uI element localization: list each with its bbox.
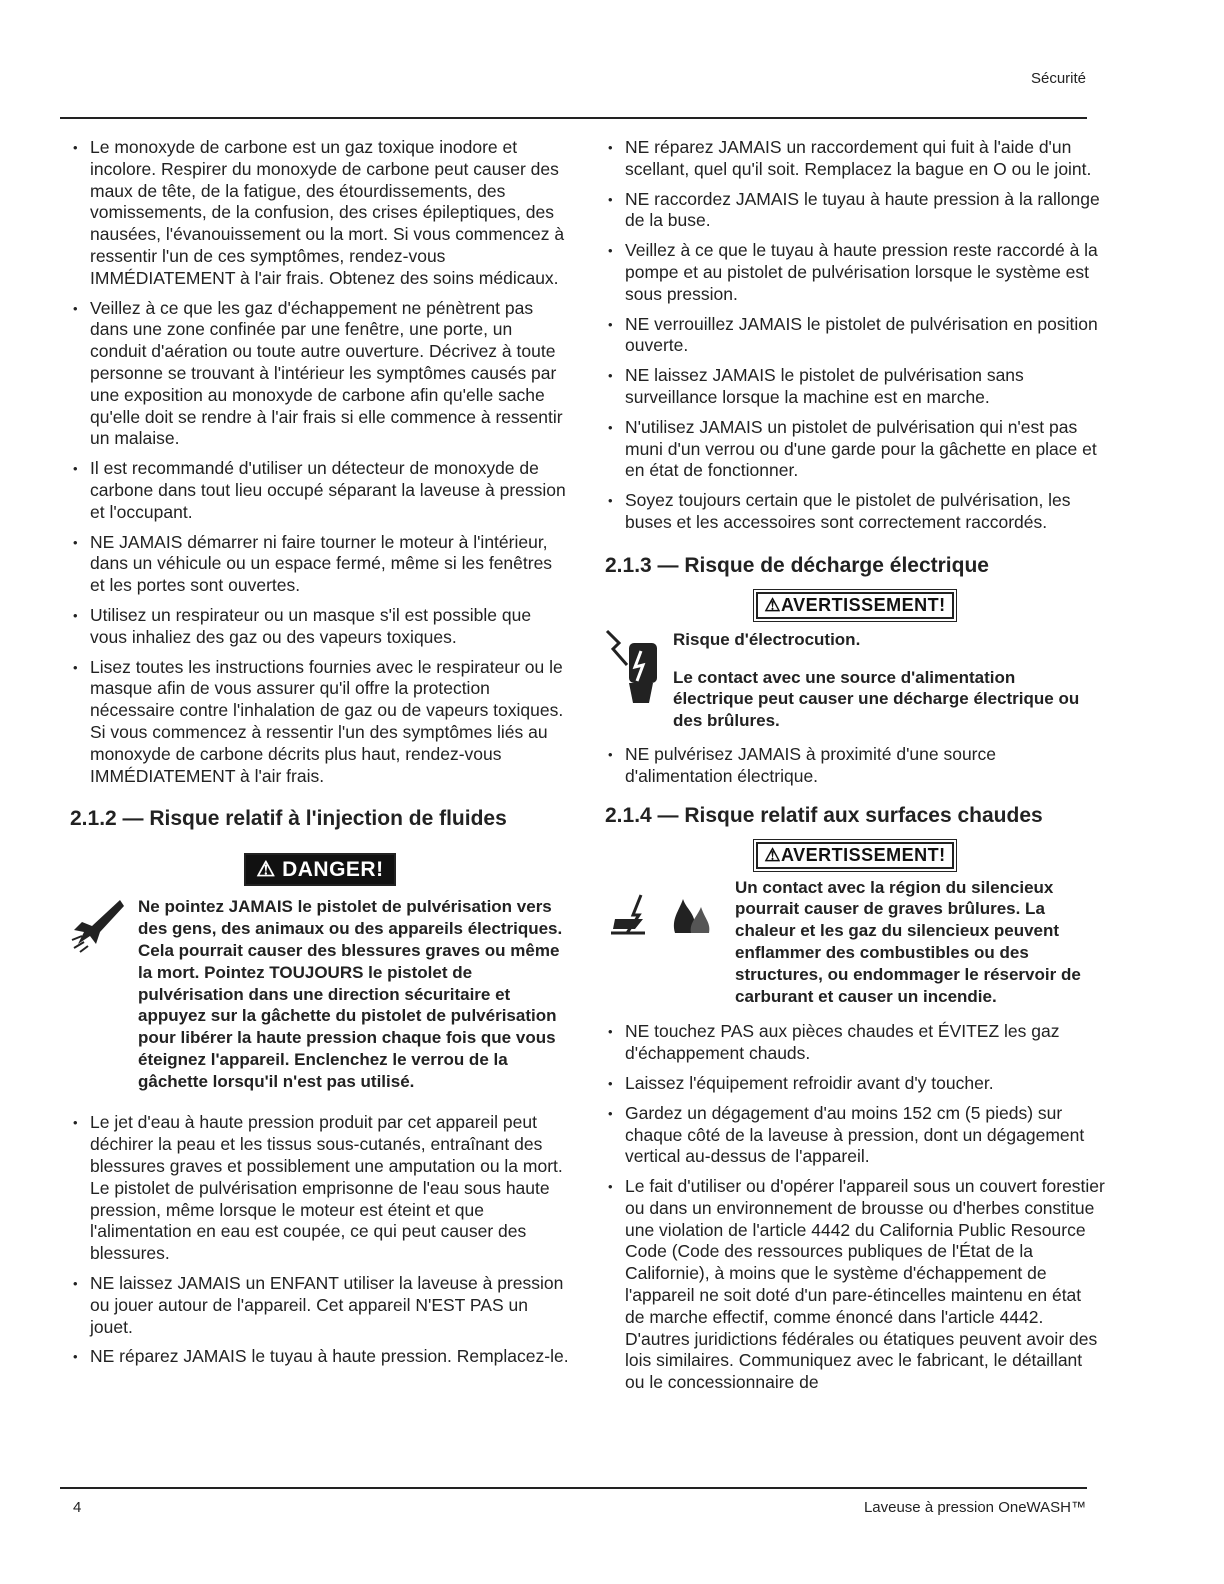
danger-badge-wrap: [70, 853, 570, 886]
electrocution-warning: [605, 629, 1105, 732]
alert-triangle-icon: ⚠: [764, 844, 781, 865]
product-name: Laveuse à pression OneWASH™: [863, 1499, 1086, 1516]
list-item: • NE pulvérisez JAMAIS à proximité d'une source d'alimentation électrique.: [605, 744, 1105, 788]
warning-badge: [756, 842, 953, 869]
hot-surface-warning: [605, 877, 1105, 1008]
list-item: • Le fait d'utiliser ou d'opérer l'appareil sous un couvert forestier ou dans un environnement de brousse ou d'herbes constitue une violation de l'article 4442 du California Public Resource Code (Code des ressources publiques de l'État de la Californie), à moins que le système d'échappement de l'appareil ne soit doté d'un pare-étincelles maintenu en état de marche effectif, comme énoncé dans l'article 4442. D'autres juridictions fédérales ou étatiques peuvent avoir des lois similaires. Communiquez avec le fabricant, le détaillant ou le concessionnaire de: [605, 1176, 1105, 1394]
list-item: • Utilisez un respirateur ou un masque s'il est possible que vous inhaliez des gaz ou des vapeurs toxiques.: [70, 605, 570, 649]
injection-bullet-list: [70, 1112, 570, 1368]
list-item: • Gardez un dégagement d'au moins 152 cm (5 pieds) sur chaque côté de la laveuse à pression, dont un dégagement vertical au-dessus de l'appareil.: [605, 1103, 1105, 1168]
co-bullet-list: [70, 137, 570, 787]
list-item: • N'utilisez JAMAIS un pistolet de pulvérisation qui n'est pas muni d'un verrou ou d'une garde pour la gâchette en place et en état de fonctionner.: [605, 417, 1105, 482]
warning-badge-label: AVERTISSEMENT!: [780, 844, 946, 865]
list-item: • Le monoxyde de carbone est un gaz toxique inodore et incolore. Respirer du monoxyde de carbone peut causer des maux de tête, de la fatigue, des étourdissements, des vomissements, de la confusion, des crises épileptiques, des nausées, l'évanouissement ou la mort. Si vous commencez à ressentir l'un de ces symptômes, rendez-vous IMMÉDIATEMENT à l'air frais. Obtenez des soins médicaux.: [70, 137, 570, 290]
left-column: [70, 137, 570, 1376]
electrocution-detail: Le contact avec une source d'alimentation électrique peut causer une décharge électrique ou des brûlures.: [673, 667, 1080, 731]
danger-badge-label: DANGER!: [282, 858, 384, 882]
right-column: [605, 137, 1105, 1402]
list-item: • Le jet d'eau à haute pression produit par cet appareil peut déchirer la peau et les tissus sous-cutanés, entraînant des blessures graves et possiblement une amputation ou la mort. Le pistolet de pulvérisation emprisonne de l'eau sous haute pression, même lorsque le moteur est éteint et que l'alimentation en eau est coupée, ce qui peut causer des blessures.: [70, 1112, 570, 1265]
warning-badge-wrap-2: [605, 842, 1105, 869]
danger-badge: [244, 853, 395, 886]
alert-triangle-icon: ⚠: [764, 594, 781, 615]
list-item: • NE réparez JAMAIS le tuyau à haute pression. Remplacez-le.: [70, 1346, 570, 1368]
warning-badge-wrap: [605, 592, 1105, 619]
list-item: • NE laissez JAMAIS le pistolet de pulvérisation sans surveillance lorsque la machine est en marche.: [605, 365, 1105, 409]
list-item: • NE laissez JAMAIS un ENFANT utiliser la laveuse à pression ou jouer autour de l'appareil. Cet appareil N'EST PAS un jouet.: [70, 1273, 570, 1338]
list-item: • Il est recommandé d'utiliser un détecteur de monoxyde de carbone dans tout lieu occupé séparant la laveuse à pression et l'occupant.: [70, 458, 570, 523]
warning-badge-label: AVERTISSEMENT!: [780, 594, 946, 615]
list-item: • Lisez toutes les instructions fournies avec le respirateur ou le masque afin de vous assurer qu'il offre la protection nécessaire contre l'inhalation de gaz ou de vapeurs toxiques. Si vous commencez à ressentir l'un des symptômes liés au monoxyde de carbone décrits plus haut, rendez-vous IMMÉDIATEMENT à l'air frais.: [70, 657, 570, 788]
spray-gun-bullet-list: [605, 137, 1105, 534]
list-item: • NE réparez JAMAIS un raccordement qui fuit à l'aide d'un scellant, quel qu'il soit. Remplacez la bague en O ou le joint.: [605, 137, 1105, 181]
fluid-injection-icon: [70, 896, 128, 1092]
electrocution-title: Risque d'électrocution.: [673, 629, 861, 649]
heading-2-1-2: 2.1.2 — Risque relatif à l'injection de fluides: [70, 807, 507, 831]
heading-2-1-3: 2.1.3 — Risque de décharge électrique: [605, 553, 989, 577]
warning-badge: [756, 592, 953, 619]
list-item: • Laissez l'équipement refroidir avant d'y toucher.: [605, 1073, 1105, 1095]
hot-surface-bullet-list: [605, 1021, 1105, 1394]
list-item: • NE raccordez JAMAIS le tuyau à haute pression à la rallonge de la buse.: [605, 189, 1105, 233]
electric-bullet-list: [605, 744, 1105, 788]
list-item: • Soyez toujours certain que le pistolet de pulvérisation, les buses et les accessoires sont correctement raccordés.: [605, 490, 1105, 534]
heading-2-1-4: 2.1.4 — Risque relatif aux surfaces chaudes: [605, 803, 1043, 827]
top-rule: [60, 117, 1087, 119]
list-item: • NE JAMAIS démarrer ni faire tourner le moteur à l'intérieur, dans un véhicule ou un espace fermé, même si les fenêtres et les portes sont ouvertes.: [70, 532, 570, 597]
list-item: • Veillez à ce que les gaz d'échappement ne pénètrent pas dans une zone confinée par une fenêtre, une porte, un conduit d'aération ou toute autre ouverture. Décrivez à toute personne se trouvant à l'intérieur les symptômes causés par une exposition au monoxyde de carbone afin qu'elle sache qu'elle doit se rendre à l'air frais si elle commence à ressentir un malaise.: [70, 298, 570, 451]
bottom-rule: [60, 1487, 1087, 1489]
hot-surface-warning-text: Un contact avec la région du silencieux pourrait causer de graves brûlures. La chaleur et les gaz du silencieux peuvent enflammer des combustibles ou des structures, ou endommager le réservoir de carburant et causer un incendie.: [735, 877, 1081, 1006]
page-number: 4: [73, 1499, 82, 1516]
injection-warning-text: Ne pointez JAMAIS le pistolet de pulvérisation vers des gens, des animaux ou des appareils électriques. Cela pourrait causer des blessures graves ou même la mort. Pointez TOUJOURS le pistolet de pulvérisation dans une direction sécuritaire et appuyez sur la gâchette du pistolet de pulvérisation pour libérer la haute pression chaque fois que vous éteignez l'appareil. Enclenchez le verrou de la gâchette lorsqu'il n'est pas utilisé.: [138, 897, 563, 1091]
hot-surface-fire-icon: [605, 877, 725, 1008]
section-header: Sécurité: [1030, 70, 1086, 87]
alert-triangle-icon: ⚠: [256, 858, 283, 882]
list-item: • NE verrouillez JAMAIS le pistolet de pulvérisation en position ouverte.: [605, 314, 1105, 358]
list-item: • Veillez à ce que le tuyau à haute pression reste raccordé à la pompe et au pistolet de pulvérisation lorsque le système est sous pression.: [605, 240, 1105, 305]
electrocution-warning-text: [673, 629, 1093, 732]
list-item: • NE touchez PAS aux pièces chaudes et ÉVITEZ les gaz d'échappement chauds.: [605, 1021, 1105, 1065]
injection-warning: [70, 896, 570, 1092]
electric-shock-icon: [605, 629, 663, 732]
